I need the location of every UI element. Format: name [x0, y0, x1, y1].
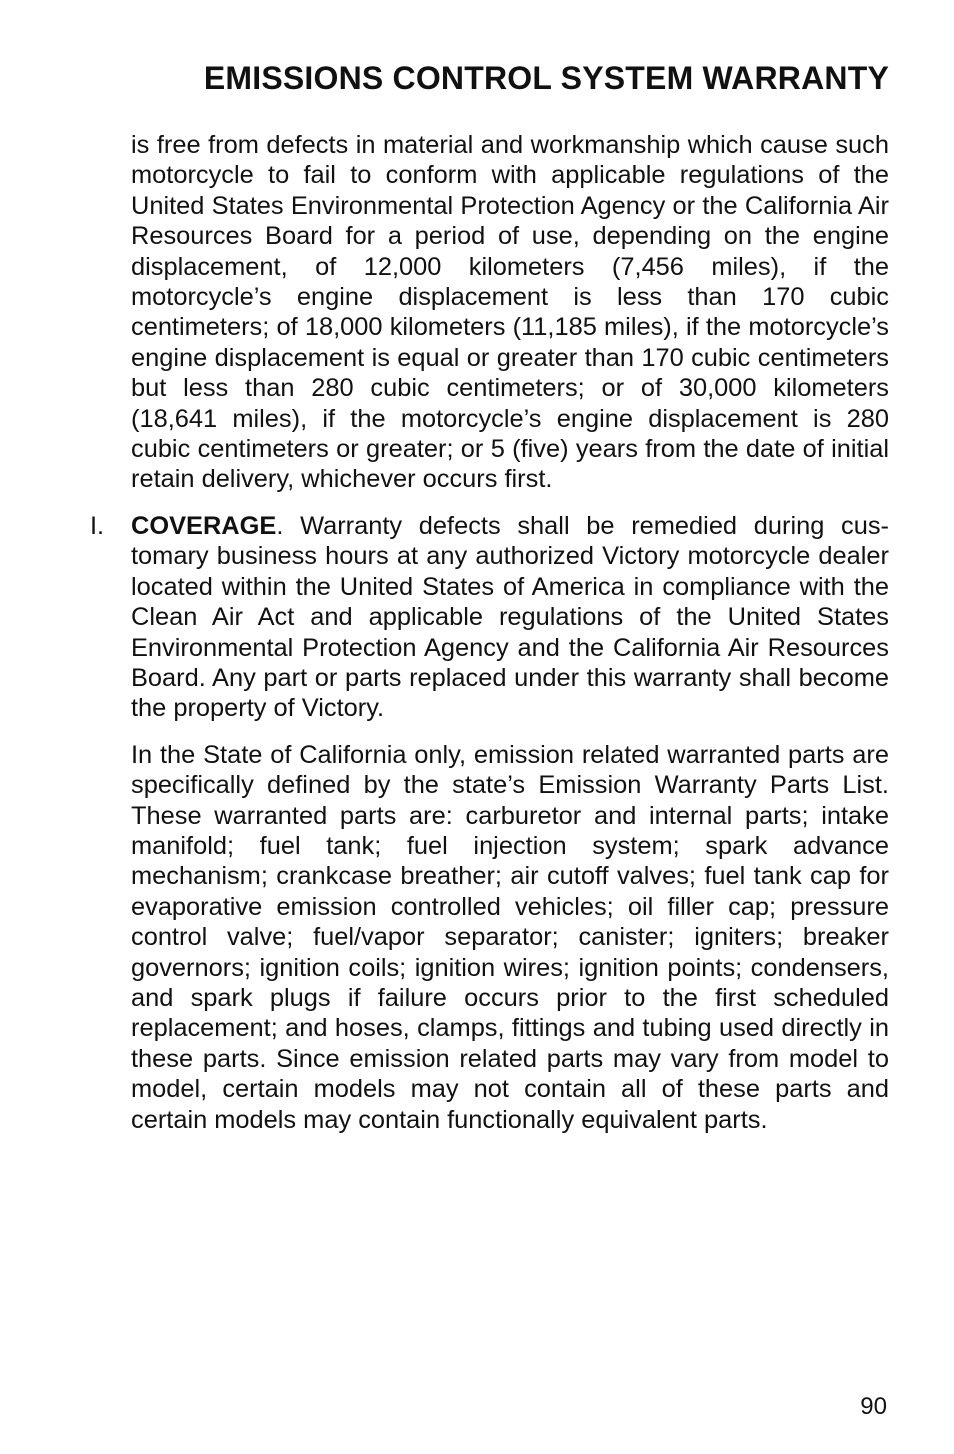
coverage-text: . Warranty defects shall be remedied during customary business hours at any authorized Victory motorcycle dealer located within the United States of America in compliance with the Clean Air Act and applicable regulations of the United States Environmental Protection Agency and the California Air Resources Board. Any part or parts replaced under this warranty shall become the property of Victory. — [131, 511, 889, 723]
page-number: 90 — [860, 1393, 887, 1420]
document-body — [90, 130, 889, 1135]
page-title: EMISSIONS CONTROL SYSTEM WARRANTY — [203, 60, 889, 96]
california-paragraph: In the State of California only, emission related warranted parts are specifically defined by the state’s Emission Warranty Parts List. These warranted parts are: carburetor and internal parts; intake manifold; fuel tank; fuel injection system; spark advance mechanism; crankcase breather; air cutoff valves; fuel tank cap for evaporative emission controlled vehicles; oil filler cap; pressure control valve; fuel/vapor separator; canister; igniters; breaker governors; ignition coils; ignition wires; ignition points; condensers, and spark plugs if failure occurs prior to the first scheduled replacement; and hoses, clamps, fittings and tubing used directly in these parts. Since emission related parts may vary from model to model, certain models may not contain all of these parts and certain models may contain functionally equivalent parts. — [131, 740, 889, 1134]
coverage-section — [90, 511, 889, 724]
coverage-paragraph — [131, 511, 889, 724]
section-heading: COVERAGE — [131, 511, 277, 540]
section-number: I. — [90, 511, 105, 540]
intro-paragraph: is free from defects in material and workmanship which cause such motorcycle to fail to conform with applicable regulations of the United States Environmental Protection Agency or the California Air Resources Board for a period of use, depending on the engine displacement, of 12,000 kilometers (7,456 miles), if the motorcycle’s engine displacement is less than 170 cubic centimeters; of 18,000 kilometers (11,185 miles), if the motorcycle’s engine displacement is equal or greater than 170 cubic centimeters but less than 280 cubic centimeters; or of 30,000 kilometers (18,641 miles), if the motorcycle’s engine displacement is 280 cubic centimeters or greater; or 5 (five) years from the date of initial retain delivery, whichever occurs first. — [131, 131, 889, 494]
